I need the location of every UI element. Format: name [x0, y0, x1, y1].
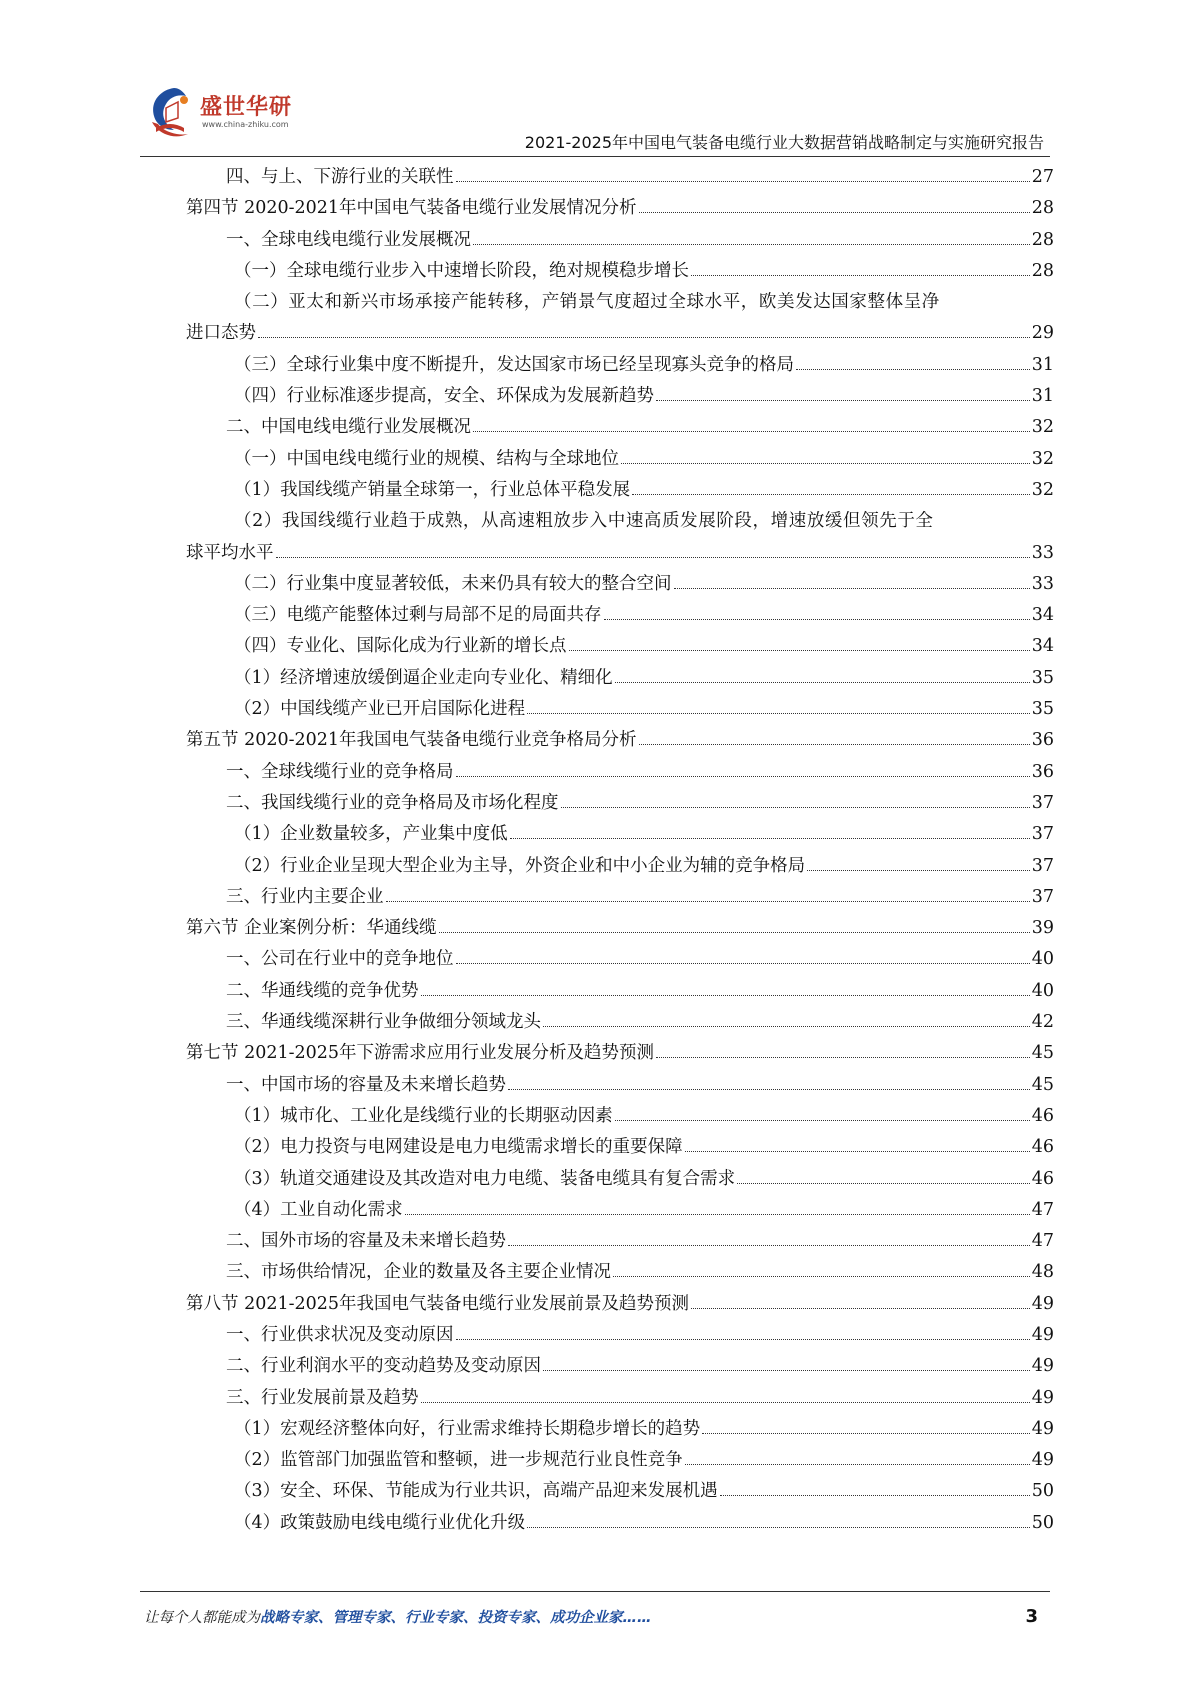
toc-dot-leader	[691, 275, 1030, 276]
toc-entry-title: （1）企业数量较多，产业集中度低	[234, 824, 508, 845]
page-footer	[144, 1606, 1044, 1627]
toc-entry-title: （二）亚太和新兴市场承接产能转移，产销景气度超过全球水平，欧美发达国家整体呈净	[234, 292, 940, 313]
toc-dot-leader	[639, 212, 1030, 213]
toc-page-number: 47	[1031, 1231, 1054, 1252]
toc-entry[interactable]	[186, 1476, 1054, 1507]
toc-entry-title: （1）经济增速放缓倒逼企业走向专业化、精细化	[234, 667, 613, 688]
toc-entry[interactable]	[186, 819, 1054, 850]
toc-entry-title: 二、国外市场的容量及未来增长趋势	[226, 1231, 506, 1252]
toc-page-number: 33	[1031, 573, 1054, 594]
toc-entry-title: 第七节 2021-2025年下游需求应用行业发展分析及趋势预测	[186, 1043, 655, 1064]
toc-entry-title: （1）宏观经济整体向好，行业需求维持长期稳步增长的趋势	[234, 1418, 701, 1439]
toc-entry-title: （2）中国线缆产业已开启国际化进程	[234, 699, 526, 720]
toc-dot-leader	[737, 1183, 1030, 1184]
toc-entry[interactable]	[186, 475, 1054, 506]
toc-entry[interactable]	[186, 944, 1054, 975]
toc-dot-leader	[276, 557, 1030, 558]
toc-entry-title: 四、与上、下游行业的关联性	[226, 167, 454, 187]
toc-entry-title: 一、全球电线电缆行业发展概况	[226, 229, 471, 250]
toc-entry-title: （2）行业企业呈现大型企业为主导，外资企业和中小企业为辅的竞争格局	[234, 855, 806, 876]
toc-entry[interactable]	[186, 694, 1054, 725]
toc-entry-title: （二）行业集中度显著较低，未来仍具有较大的整合空间	[234, 573, 672, 594]
toc-entry-title: 一、全球线缆行业的竞争格局	[226, 761, 454, 782]
toc-page-number: 27	[1031, 167, 1054, 187]
toc-page-number: 32	[1031, 448, 1054, 469]
toc-page-number: 50	[1031, 1481, 1054, 1502]
toc-page-number: 37	[1031, 855, 1054, 876]
toc-dot-leader	[508, 1245, 1030, 1246]
toc-entry-title: （一）全球电缆行业步入中速增长阶段，绝对规模稳步增长	[234, 260, 689, 281]
toc-entry-title: （一）中国电线电缆行业的规模、结构与全球地位	[234, 448, 619, 469]
toc-entry[interactable]	[186, 1007, 1054, 1038]
toc-entry[interactable]	[186, 1508, 1054, 1539]
toc-entry[interactable]	[186, 381, 1054, 412]
toc-entry-title: （1）我国线缆产销量全球第一，行业总体平稳发展	[234, 479, 631, 500]
toc-entry[interactable]	[186, 1195, 1054, 1226]
footer-slogan-roles: 战略专家、管理专家、行业专家、投资专家、成功企业家……	[260, 1610, 652, 1626]
toc-dot-leader	[639, 744, 1030, 745]
toc-entry[interactable]	[186, 225, 1054, 256]
toc-page-number: 46	[1031, 1168, 1054, 1189]
toc-page-number: 45	[1031, 1074, 1054, 1095]
toc-dot-leader	[456, 776, 1030, 777]
toc-page-number: 39	[1031, 918, 1054, 939]
toc-dot-leader	[386, 901, 1030, 902]
toc-dot-leader	[456, 963, 1030, 964]
toc-entry[interactable]	[186, 600, 1054, 631]
toc-page-number: 37	[1031, 792, 1054, 813]
toc-page-number: 40	[1031, 980, 1054, 1001]
toc-entry-title: 一、公司在行业中的竞争地位	[226, 949, 454, 970]
toc-entry-title-continued: 球平均水平	[186, 542, 274, 563]
toc-page-number: 40	[1031, 949, 1054, 970]
toc-dot-leader	[405, 1214, 1030, 1215]
logo-emblem-icon	[144, 84, 200, 144]
toc-page-number: 49	[1031, 1324, 1054, 1345]
toc-page-number: 34	[1031, 605, 1054, 626]
toc-page-number: 37	[1031, 824, 1054, 845]
company-logo	[144, 84, 314, 144]
toc-dot-leader	[543, 1026, 1030, 1027]
toc-entry[interactable]	[186, 350, 1054, 381]
footer-divider	[140, 1591, 1050, 1592]
toc-entry[interactable]	[186, 631, 1054, 662]
toc-dot-leader	[656, 400, 1030, 401]
toc-dot-leader	[685, 1151, 1030, 1152]
toc-entry-title: 二、华通线缆的竞争优势	[226, 980, 419, 1001]
logo-text: 盛世华研	[200, 95, 293, 120]
toc-dot-leader	[508, 1089, 1030, 1090]
toc-page-number: 35	[1031, 699, 1054, 720]
toc-dot-leader	[527, 1527, 1030, 1528]
toc-page-number: 37	[1031, 886, 1054, 907]
toc-page-number: 49	[1031, 1356, 1054, 1377]
toc-entry-title: （3）轨道交通建设及其改造对电力电缆、装备电缆具有复合需求	[234, 1168, 736, 1189]
toc-dot-leader	[615, 1120, 1030, 1121]
toc-entry-title: 一、中国市场的容量及未来增长趋势	[226, 1074, 506, 1095]
toc-page-number: 49	[1031, 1387, 1054, 1408]
toc-entry[interactable]	[186, 193, 1054, 224]
toc-dot-leader	[691, 1308, 1030, 1309]
toc-dot-leader	[621, 463, 1030, 464]
toc-entry-title: （三）电缆产能整体过剩与局部不足的局面共存	[234, 605, 602, 626]
toc-page-number: 32	[1031, 417, 1054, 438]
toc-entry[interactable]	[186, 725, 1054, 756]
toc-dot-leader	[456, 1339, 1030, 1340]
toc-entry[interactable]	[186, 256, 1054, 287]
toc-page-number: 36	[1031, 730, 1054, 751]
toc-page-number: 35	[1031, 667, 1054, 688]
toc-entry[interactable]	[186, 1289, 1054, 1320]
toc-page-number: 28	[1031, 229, 1054, 250]
toc-entry[interactable]	[186, 1070, 1054, 1101]
toc-entry[interactable]	[186, 1101, 1054, 1132]
toc-entry[interactable]	[186, 1320, 1054, 1351]
toc-page-number: 36	[1031, 761, 1054, 782]
header-divider	[140, 156, 1050, 157]
toc-entry-title: （2）监管部门加强监管和整顿，进一步规范行业良性竞争	[234, 1450, 683, 1471]
toc-entry-title: （4）工业自动化需求	[234, 1199, 403, 1220]
toc-entry-title: 第四节 2020-2021年中国电气装备电缆行业发展情况分析	[186, 198, 637, 219]
toc-entry-title: 一、行业供求状况及变动原因	[226, 1324, 454, 1345]
toc-entry[interactable]	[186, 1351, 1054, 1382]
toc-dot-leader	[632, 494, 1030, 495]
toc-dot-leader	[796, 369, 1030, 370]
toc-page-number: 28	[1031, 198, 1054, 219]
toc-entry-title: （三）全球行业集中度不断提升，发达国家市场已经呈现寡头竞争的格局	[234, 354, 794, 375]
toc-page-number: 31	[1031, 354, 1054, 375]
toc-page-number: 46	[1031, 1137, 1054, 1158]
page-number: 3	[1025, 1606, 1038, 1627]
toc-page-number: 45	[1031, 1043, 1054, 1064]
footer-slogan-lead: 让每个人都能成为	[144, 1610, 260, 1626]
toc-dot-leader	[258, 337, 1030, 338]
toc-entry[interactable]	[186, 882, 1054, 913]
toc-entry-title: 第五节 2020-2021年我国电气装备电缆行业竞争格局分析	[186, 730, 637, 751]
toc-entry[interactable]	[186, 788, 1054, 819]
toc-entry-title: （2）我国线缆行业趋于成熟，从高速粗放步入中速高质发展阶段，增速放缓但领先于全	[234, 511, 934, 532]
toc-entry[interactable]	[186, 506, 1054, 569]
toc-dot-leader	[613, 1276, 1030, 1277]
toc-entry-title: （4）政策鼓励电线电缆行业优化升级	[234, 1512, 526, 1533]
toc-entry-title: （1）城市化、工业化是线缆行业的长期驱动因素	[234, 1105, 613, 1126]
toc-page-number: 29	[1031, 323, 1054, 344]
toc-dot-leader	[510, 838, 1030, 839]
report-title: 2021-2025年中国电气装备电缆行业大数据营销战略制定与实施研究报告	[524, 133, 1044, 152]
toc-entry-title: 三、行业发展前景及趋势	[226, 1387, 419, 1408]
toc-dot-leader	[421, 995, 1030, 996]
table-of-contents	[186, 162, 1054, 1539]
logo-url: www.china-zhiku.com	[202, 120, 289, 129]
toc-dot-leader	[685, 1464, 1030, 1465]
toc-page-number: 49	[1031, 1418, 1054, 1439]
toc-dot-leader	[473, 431, 1030, 432]
toc-dot-leader	[439, 932, 1030, 933]
toc-entry[interactable]	[186, 1383, 1054, 1414]
toc-entry-title: 第六节 企业案例分析：华通线缆	[186, 918, 437, 939]
toc-entry-title: 第八节 2021-2025年我国电气装备电缆行业发展前景及趋势预测	[186, 1293, 690, 1314]
toc-entry[interactable]	[186, 913, 1054, 944]
toc-dot-leader	[807, 870, 1030, 871]
toc-dot-leader	[720, 1495, 1030, 1496]
toc-page-number: 50	[1031, 1512, 1054, 1533]
toc-page-number: 47	[1031, 1199, 1054, 1220]
toc-entry[interactable]	[186, 444, 1054, 475]
toc-entry[interactable]	[186, 412, 1054, 443]
toc-entry[interactable]	[186, 1226, 1054, 1257]
toc-entry[interactable]	[186, 1038, 1054, 1069]
toc-entry[interactable]	[186, 1132, 1054, 1163]
toc-entry[interactable]	[186, 287, 1054, 350]
toc-entry[interactable]	[186, 851, 1054, 882]
toc-entry-title: （四）行业标准逐步提高，安全、环保成为发展新趋势	[234, 386, 654, 407]
toc-entry[interactable]	[186, 1257, 1054, 1288]
toc-dot-leader	[543, 1370, 1030, 1371]
toc-dot-leader	[674, 588, 1030, 589]
toc-page-number: 49	[1031, 1293, 1054, 1314]
toc-page-number: 49	[1031, 1450, 1054, 1471]
toc-entry[interactable]	[186, 663, 1054, 694]
toc-page-number: 48	[1031, 1262, 1054, 1283]
toc-dot-leader	[473, 244, 1030, 245]
toc-page-number: 28	[1031, 260, 1054, 281]
toc-entry-title: 三、市场供给情况，企业的数量及各主要企业情况	[226, 1262, 611, 1283]
toc-entry[interactable]	[186, 569, 1054, 600]
toc-dot-leader	[456, 181, 1030, 182]
toc-entry-title: 二、行业利润水平的变动趋势及变动原因	[226, 1356, 541, 1377]
toc-entry[interactable]	[186, 162, 1054, 193]
toc-page-number: 32	[1031, 479, 1054, 500]
toc-dot-leader	[569, 650, 1030, 651]
toc-page-number: 42	[1031, 1012, 1054, 1033]
toc-entry-title: （3）安全、环保、节能成为行业共识，高端产品迎来发展机遇	[234, 1481, 718, 1502]
toc-page-number: 33	[1031, 542, 1054, 563]
toc-dot-leader	[702, 1433, 1030, 1434]
page-header	[140, 80, 1050, 164]
toc-entry-title: 二、我国线缆行业的竞争格局及市场化程度	[226, 792, 559, 813]
toc-entry[interactable]	[186, 1445, 1054, 1476]
toc-dot-leader	[527, 713, 1030, 714]
toc-dot-leader	[615, 682, 1030, 683]
toc-entry-title-continued: 进口态势	[186, 323, 256, 344]
toc-page-number: 34	[1031, 636, 1054, 657]
toc-entry-title: 三、行业内主要企业	[226, 886, 384, 907]
toc-entry[interactable]	[186, 1164, 1054, 1195]
toc-entry-title: 二、中国电线电缆行业发展概况	[226, 417, 471, 438]
toc-page-number: 31	[1031, 386, 1054, 407]
toc-entry[interactable]	[186, 1414, 1054, 1445]
toc-dot-leader	[604, 619, 1030, 620]
toc-dot-leader	[656, 1057, 1030, 1058]
toc-dot-leader	[561, 807, 1030, 808]
toc-entry-title: 三、华通线缆深耕行业争做细分领域龙头	[226, 1012, 541, 1033]
toc-entry-title: （四）专业化、国际化成为行业新的增长点	[234, 636, 567, 657]
toc-dot-leader	[421, 1402, 1030, 1403]
toc-entry-title: （2）电力投资与电网建设是电力电缆需求增长的重要保障	[234, 1137, 683, 1158]
toc-entry[interactable]	[186, 757, 1054, 788]
toc-page-number: 46	[1031, 1105, 1054, 1126]
toc-entry[interactable]	[186, 976, 1054, 1007]
